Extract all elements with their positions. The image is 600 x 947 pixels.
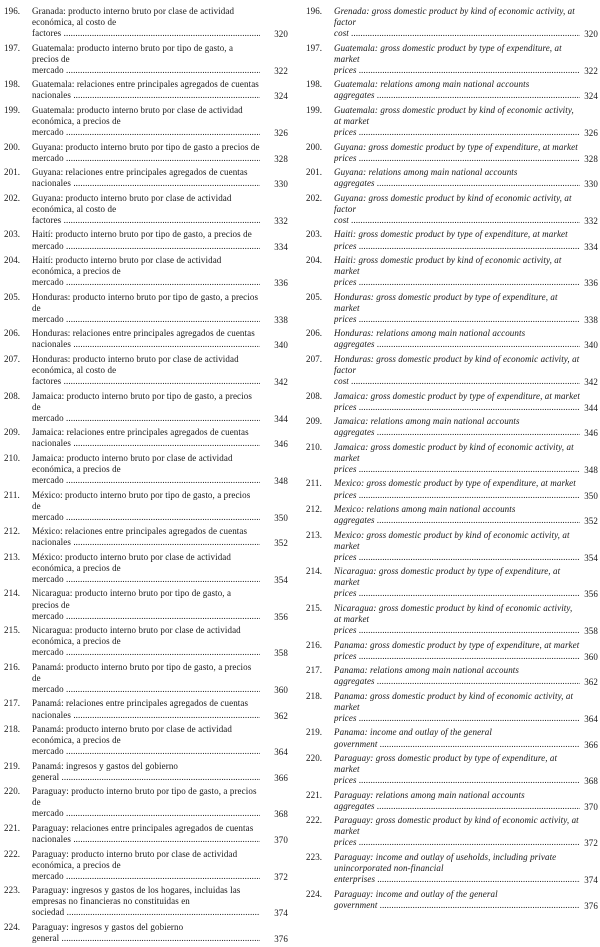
- entry-title: Nicaragua: gross domestic product by type of expenditure, at market prices .....: [334, 566, 580, 599]
- toc-entry: [4, 625, 290, 658]
- entry-title: México: producto interno bruto por tipo de gasto, a precios de mercado .....: [32, 490, 260, 523]
- toc-entry: [4, 79, 290, 101]
- entry-title: Panamá: ingresos y gastos del gobierno general .....: [32, 761, 260, 783]
- entry-title: Honduras: producto interno bruto por tipo de gasto, a precios de mercado .....: [32, 292, 260, 325]
- entry-title: Panamá: producto interno bruto por tipo de gasto, a precios de mercado .....: [32, 662, 260, 695]
- toc-entry: [306, 255, 598, 288]
- entry-page-number: 340: [584, 340, 598, 351]
- toc-entry: [4, 142, 290, 164]
- entry-number: 223.: [4, 885, 21, 896]
- toc-entry: [306, 193, 598, 226]
- entry-page-number: 372: [274, 871, 288, 882]
- toc-entry: [4, 724, 290, 757]
- entry-number: 207.: [4, 353, 21, 364]
- entry-title: Jamaica: relaciones entre principales agregados de cuentas nacionales .....: [32, 427, 260, 449]
- entry-number: 218.: [306, 690, 323, 701]
- entry-number: 200.: [306, 141, 323, 152]
- entry-title: Paraguay: gross domestic product by kind of economic activity, at market prices .....: [334, 815, 580, 848]
- entry-page-number: 334: [274, 241, 288, 252]
- entry-number: 203.: [306, 229, 323, 240]
- entry-title: Guatemala: producto interno bruto por clase de actividad económica, a precios de mercado .....: [32, 105, 260, 138]
- entry-number: 211.: [4, 489, 20, 500]
- toc-entry: [306, 566, 598, 599]
- entry-title: Paraguay: producto interno bruto por tipo de gasto, a precios de mercado .....: [32, 786, 260, 819]
- toc-entry: [306, 889, 598, 911]
- entry-number: 221.: [306, 789, 323, 800]
- entry-number: 219.: [4, 760, 21, 771]
- entry-number: 216.: [4, 661, 21, 672]
- entry-number: 210.: [306, 441, 323, 452]
- entry-page-number: 344: [584, 402, 598, 413]
- toc-entry: [306, 753, 598, 786]
- entry-page-number: 376: [274, 933, 288, 944]
- toc-entry: [4, 427, 290, 449]
- entry-title: Jamaica: producto interno bruto por tipo de gasto, a precios de mercado .....: [32, 391, 260, 424]
- entry-page-number: 332: [274, 215, 288, 226]
- entry-number: 215.: [4, 625, 21, 636]
- toc-entry: [4, 885, 290, 918]
- entry-title: Panamá: relaciones entre principales agregados de cuentas nacionales .....: [32, 698, 260, 720]
- entry-title: Haití: producto interno bruto por tipo de gasto, a precios de mercado .....: [32, 229, 260, 251]
- entry-page-number: 336: [274, 278, 288, 289]
- entry-page-number: 348: [274, 476, 288, 487]
- toc-entry: [4, 849, 290, 882]
- entry-number: 211.: [306, 478, 322, 489]
- entry-page-number: 330: [274, 179, 288, 190]
- toc-entry: [306, 815, 598, 848]
- toc-entry: [306, 416, 598, 438]
- entry-title: México: relaciones entre principales agregados de cuentas nacionales .....: [32, 526, 260, 548]
- entry-page-number: 362: [274, 710, 288, 721]
- entry-number: 206.: [306, 328, 323, 339]
- toc-entry: [306, 603, 598, 636]
- entry-number: 215.: [306, 602, 323, 613]
- entry-number: 221.: [4, 822, 21, 833]
- entry-page-number: 340: [274, 340, 288, 351]
- toc-entry: [306, 665, 598, 687]
- toc-entry: [306, 79, 598, 101]
- toc-entry: [4, 292, 290, 325]
- entry-title: Guatemala: relaciones entre principales agregados de cuentas nacionales .....: [32, 79, 260, 101]
- entry-title: Guyana: gross domestic product by type of expenditure, at market prices .....: [334, 142, 580, 164]
- toc-entry: [4, 229, 290, 251]
- entry-page-number: 366: [584, 739, 598, 750]
- entry-page-number: 374: [274, 908, 288, 919]
- entry-number: 200.: [4, 141, 21, 152]
- entry-title: Nicaragua: producto interno bruto por clase de actividad económica, a precios de mercado .....: [32, 625, 260, 658]
- toc-entry: [4, 552, 290, 585]
- entry-title: Panama: income and outlay of the general government .....: [334, 727, 580, 749]
- toc-entry: [306, 790, 598, 812]
- entry-number: 206.: [4, 328, 21, 339]
- toc-entry: [306, 852, 598, 885]
- entry-page-number: 356: [274, 611, 288, 622]
- entry-page-number: 332: [584, 215, 598, 226]
- entry-title: Guyana: relations among main national accounts aggregates .....: [334, 167, 580, 189]
- entry-page-number: 336: [584, 278, 598, 289]
- entry-number: 222.: [306, 815, 323, 826]
- entry-number: 198.: [4, 79, 21, 90]
- entry-title: Jamaica: relations among main national accounts aggregates .....: [334, 416, 580, 438]
- entry-title: Nicaragua: producto interno bruto por tipo de gasto, a precios de mercado .....: [32, 588, 260, 621]
- entry-number: 217.: [306, 665, 323, 676]
- toc-entry: [4, 328, 290, 350]
- entry-title: Panama: relations among main national accounts aggregates .....: [334, 665, 580, 687]
- entry-title: Mexico: relations among main national accounts aggregates .....: [334, 504, 580, 526]
- entry-page-number: 338: [584, 314, 598, 325]
- entry-number: 214.: [4, 588, 21, 599]
- entry-title: Honduras: producto interno bruto por clase de actividad económica, al costo de factores .....: [32, 354, 260, 387]
- entry-page-number: 352: [584, 516, 598, 527]
- entry-page-number: 358: [584, 626, 598, 637]
- entry-number: 219.: [306, 727, 323, 738]
- toc-entry: [4, 193, 290, 226]
- entry-page-number: 342: [274, 377, 288, 388]
- entry-number: 220.: [306, 753, 323, 763]
- entry-number: 204.: [4, 255, 21, 265]
- toc-entry: [4, 786, 290, 819]
- toc-entry: [306, 292, 598, 325]
- toc-entry: [4, 662, 290, 695]
- entry-title: Paraguay: relaciones entre principales agregados de cuentas nacionales .....: [32, 823, 260, 845]
- entry-title: Nicaragua: gross domestic product by kind of economic activity, at market prices .....: [334, 603, 580, 636]
- entry-title: Haiti: gross domestic product by type of expenditure, at market prices .....: [334, 229, 580, 251]
- toc-entry: [4, 526, 290, 548]
- entry-title: Mexico: gross domestic product by type of expenditure, at market prices .....: [334, 478, 580, 500]
- entry-title: Honduras: relations among main national accounts aggregates .....: [334, 328, 580, 350]
- entry-number: 203.: [4, 229, 21, 240]
- entry-number: 208.: [306, 390, 323, 401]
- toc-column-english: [306, 6, 598, 914]
- entry-number: 209.: [4, 427, 21, 438]
- entry-page-number: 330: [584, 179, 598, 190]
- entry-number: 223.: [306, 851, 323, 862]
- entry-page-number: 328: [584, 153, 598, 164]
- entry-page-number: 376: [584, 900, 598, 911]
- entry-page-number: 338: [274, 314, 288, 325]
- entry-title: Paraguay: ingresos y gastos de los hogares, incluidas las empresas no financieras no constituidas en sociedad .....: [32, 885, 260, 918]
- entry-page-number: 350: [584, 490, 598, 501]
- entry-page-number: 364: [584, 713, 598, 724]
- entry-page-number: 324: [584, 91, 598, 102]
- entry-title: Guyana: gross domestic product by kind of economic activity, at factor cost .....: [334, 193, 580, 226]
- entry-number: 197.: [4, 42, 21, 53]
- toc-entry: [4, 43, 290, 76]
- entry-page-number: 364: [274, 747, 288, 758]
- toc-entry: [306, 727, 598, 749]
- entry-title: Granada: producto interno bruto por clase de actividad económica, al costo de factores .....: [32, 6, 260, 39]
- entry-number: 218.: [4, 724, 21, 735]
- toc-entry: [4, 255, 290, 288]
- toc-entry: [4, 588, 290, 621]
- entry-title: Panamá: producto interno bruto por clase de actividad económica, a precios de mercado .....: [32, 724, 260, 757]
- entry-number: 202.: [306, 192, 323, 203]
- entry-number: 213.: [4, 551, 21, 562]
- entry-number: 204.: [306, 255, 323, 265]
- entry-page-number: 360: [274, 684, 288, 695]
- entry-number: 220.: [4, 786, 21, 797]
- entry-page-number: 366: [274, 772, 288, 783]
- entry-page-number: 354: [584, 552, 598, 563]
- entry-number: 212.: [306, 504, 323, 514]
- toc-entry: [306, 640, 598, 662]
- entry-title: Jamaica: gross domestic product by type of expenditure, at market prices .....: [334, 391, 580, 413]
- entry-title: Honduras: relaciones entre principales agregados de cuentas nacionales .....: [32, 328, 260, 350]
- entry-page-number: 342: [584, 377, 598, 388]
- toc-entry: [4, 698, 290, 720]
- entry-page-number: 320: [274, 29, 288, 40]
- entry-page-number: 346: [584, 428, 598, 439]
- entry-title: Jamaica: gross domestic product by kind of economic activity, at market prices .....: [334, 442, 580, 475]
- entry-number: 199.: [306, 104, 323, 115]
- entry-page-number: 328: [274, 153, 288, 164]
- entry-title: Panama: gross domestic product by kind of economic activity, at market prices .....: [334, 691, 580, 724]
- toc-entry: [4, 922, 290, 944]
- entry-title: Panama: gross domestic product by type of expenditure, at market prices .....: [334, 640, 580, 662]
- entry-title: Paraguay: gross domestic product by type of expenditure, at market prices .....: [334, 753, 580, 786]
- toc-entry: [4, 490, 290, 523]
- entry-number: 198.: [306, 79, 323, 90]
- entry-page-number: 334: [584, 241, 598, 252]
- entry-title: Guyana: producto interno bruto por clase de actividad económica, al costo de factores .....: [32, 193, 260, 226]
- entry-page-number: 324: [274, 91, 288, 102]
- toc-entry: [306, 229, 598, 251]
- entry-number: 217.: [4, 698, 21, 709]
- entry-page-number: 348: [584, 464, 598, 475]
- entry-page-number: 370: [584, 801, 598, 812]
- entry-number: 212.: [4, 526, 21, 537]
- entry-title: Paraguay: income and outlay of the general government .....: [334, 889, 580, 911]
- toc-entry: [306, 354, 598, 387]
- entry-number: 214.: [306, 566, 323, 577]
- entry-page-number: 352: [274, 538, 288, 549]
- entry-title: Guatemala: gross domestic product by type of expenditure, at market prices .....: [334, 43, 580, 76]
- entry-number: 216.: [306, 639, 323, 650]
- toc-entry: [4, 105, 290, 138]
- entry-title: Haiti: gross domestic product by kind of economic activity, at market prices .....: [334, 255, 580, 288]
- toc-entry: [306, 43, 598, 76]
- entry-title: Paraguay: ingresos y gastos del gobierno general .....: [32, 922, 260, 944]
- entry-title: Guyana: relaciones entre principales agregados de cuentas nacionales .....: [32, 167, 260, 189]
- entry-title: Guatemala: gross domestic product by kind of economic activity, at market prices .....: [334, 105, 580, 138]
- toc-entry: [306, 691, 598, 724]
- entry-page-number: 360: [584, 651, 598, 662]
- entry-title: Guyana: producto interno bruto por tipo de gasto a precios de mercado .....: [32, 142, 260, 164]
- entry-page-number: 344: [274, 413, 288, 424]
- entry-title: Paraguay: producto interno bruto por clase de actividad económica, a precios de mercado .....: [32, 849, 260, 882]
- toc-entry: [306, 530, 598, 563]
- entry-title: Honduras: gross domestic product by kind of economic activity, at factor cost .....: [334, 354, 580, 387]
- entry-page-number: 356: [584, 589, 598, 600]
- entry-page-number: 362: [584, 677, 598, 688]
- entry-title: Paraguay: income and outlay of useholds, including private unincorporated non-financial enterprises .....: [334, 852, 580, 885]
- toc-entry: [4, 761, 290, 783]
- entry-page-number: 368: [584, 776, 598, 787]
- entry-page-number: 370: [274, 835, 288, 846]
- toc-entry: [4, 453, 290, 486]
- entry-title: Guatemala: relations among main national accounts aggregates .....: [334, 79, 580, 101]
- entry-number: 224.: [4, 921, 21, 932]
- entry-title: Honduras: gross domestic product by type of expenditure, at market prices .....: [334, 292, 580, 325]
- toc-entry: [4, 167, 290, 189]
- entry-number: 201.: [306, 167, 323, 178]
- entry-number: 205.: [306, 291, 323, 302]
- entry-title: Jamaica: producto interno bruto por clase de actividad económica, a precios de mercado .....: [32, 453, 260, 486]
- toc-entry: [4, 6, 290, 39]
- entry-number: 222.: [4, 848, 21, 859]
- toc-entry: [4, 823, 290, 845]
- entry-number: 205.: [4, 291, 21, 302]
- entry-page-number: 354: [274, 574, 288, 585]
- entry-page-number: 358: [274, 648, 288, 659]
- entry-title: México: producto interno bruto por clase de actividad económica, a precios de mercado .....: [32, 552, 260, 585]
- entry-number: 196.: [4, 6, 21, 16]
- entry-number: 196.: [306, 6, 323, 16]
- entry-page-number: 326: [274, 128, 288, 139]
- entry-title: Mexico: gross domestic product by kind of economic activity, at market prices .....: [334, 530, 580, 563]
- entry-number: 207.: [306, 353, 323, 364]
- toc-entry: [306, 478, 598, 500]
- toc-entry: [306, 504, 598, 526]
- toc-column-spanish: [4, 6, 290, 947]
- toc-entry: [4, 391, 290, 424]
- entry-number: 197.: [306, 42, 323, 53]
- toc-entry: [306, 167, 598, 189]
- entry-title: Haití: producto interno bruto por clase de actividad económica, a precios de mercado .....: [32, 255, 260, 288]
- entry-page-number: 320: [584, 29, 598, 40]
- toc-entry: [306, 6, 598, 39]
- entry-page-number: 346: [274, 439, 288, 450]
- entry-title: Paraguay: relations among main national accounts aggregates .....: [334, 790, 580, 812]
- entry-number: 201.: [4, 167, 21, 178]
- entry-number: 199.: [4, 104, 21, 115]
- entry-page-number: 322: [584, 65, 598, 76]
- toc-entry: [306, 328, 598, 350]
- entry-number: 208.: [4, 390, 21, 401]
- toc-entry: [306, 142, 598, 164]
- entry-number: 210.: [4, 452, 21, 463]
- entry-page-number: 368: [274, 809, 288, 820]
- entry-title: Guatemala: producto interno bruto por tipo de gasto, a precios de mercado .....: [32, 43, 260, 76]
- toc-entry: [4, 354, 290, 387]
- entry-page-number: 322: [274, 65, 288, 76]
- toc-entry: [306, 105, 598, 138]
- toc-entry: [306, 391, 598, 413]
- entry-number: 213.: [306, 529, 323, 540]
- entry-number: 202.: [4, 192, 21, 203]
- entry-number: 209.: [306, 416, 323, 427]
- entry-title: Grenada: gross domestic product by kind of economic activity, at factor cost .....: [334, 6, 580, 39]
- entry-page-number: 326: [584, 128, 598, 139]
- entry-number: 224.: [306, 888, 323, 899]
- entry-page-number: 350: [274, 512, 288, 523]
- entry-page-number: 374: [584, 875, 598, 886]
- toc-entry: [306, 442, 598, 475]
- entry-page-number: 372: [584, 838, 598, 849]
